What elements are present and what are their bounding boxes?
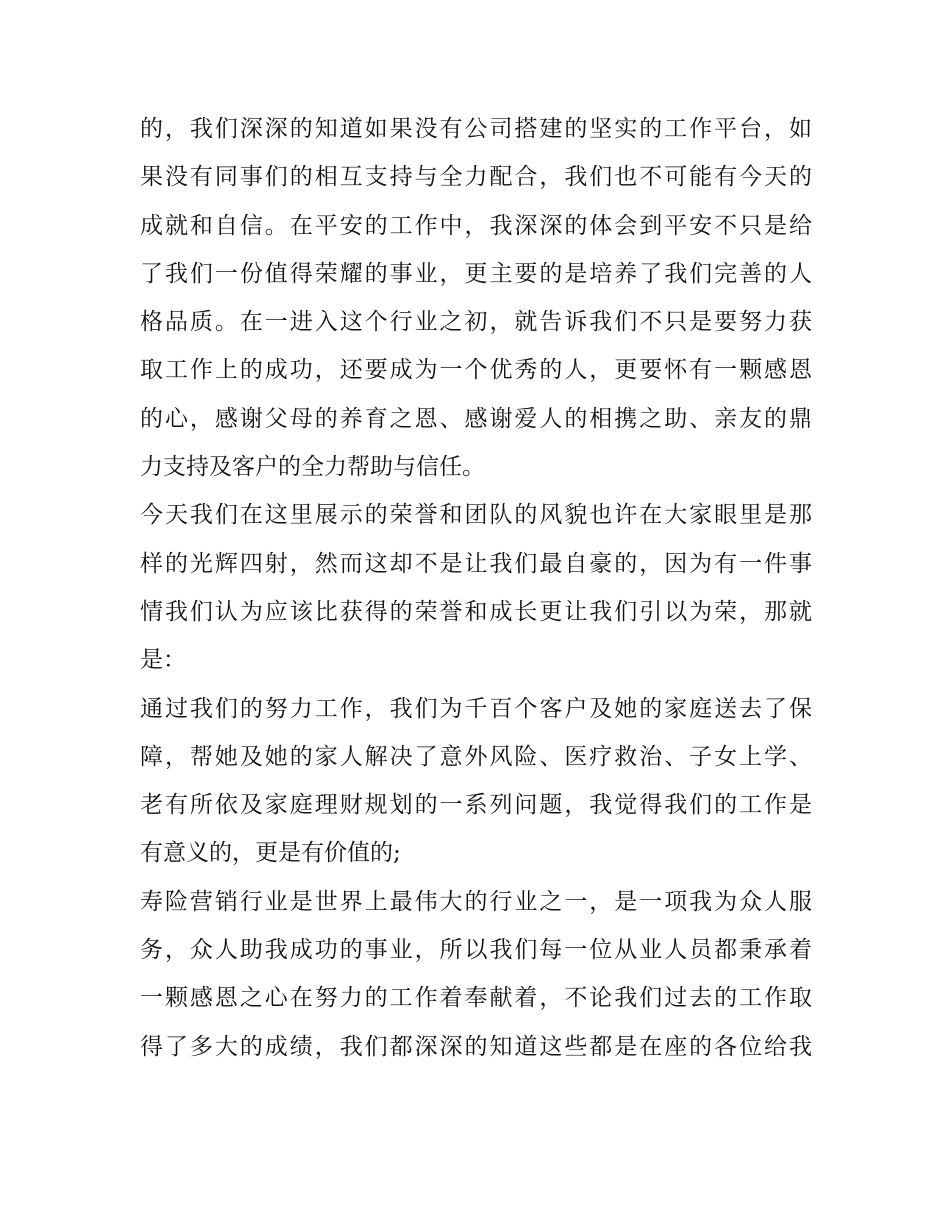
text-line: 有意义的，更是有价值的; — [140, 840, 401, 867]
text-line: 的，我们深深的知道如果没有公司搭建的坚实的工作平台，如 — [140, 116, 812, 142]
text-line: 务，众人助我成功的事业，所以我们每一位从业人员都秉承着 — [140, 937, 812, 964]
text-line: 果没有同事们的相互支持与全力配合，我们也不可能有今天的 — [140, 164, 812, 191]
text-line: 了我们一份值得荣耀的事业，更主要的是培养了我们完善的人 — [140, 260, 812, 287]
text-line: 格品质。在一进入这个行业之初，就告诉我们不只是要努力获 — [140, 309, 812, 336]
text-line: 的心，感谢父母的养育之恩、感谢爱人的相携之助、亲友的鼎 — [140, 405, 812, 432]
text-line: 寿险营销行业是世界上最伟大的行业之一，是一项我为众人服 — [140, 888, 812, 915]
body-text — [140, 105, 812, 1071]
text-line: 一颗感恩之心在努力的工作着奉献着，不论我们过去的工作取 — [140, 985, 812, 1012]
text-line: 取工作上的成功，还要成为一个优秀的人，更要怀有一颗感恩 — [140, 357, 812, 384]
text-line: 成就和自信。在平安的工作中，我深深的体会到平安不只是给 — [140, 212, 812, 239]
text-line: 是： — [140, 647, 186, 674]
text-line: 通过我们的努力工作，我们为千百个客户及她的家庭送去了保 — [140, 695, 812, 722]
text-line: 老有所依及家庭理财规划的一系列问题，我觉得我们的工作是 — [140, 792, 812, 819]
text-line: 样的光辉四射，然而这却不是让我们最自豪的，因为有一件事 — [140, 550, 812, 577]
text-line: 障，帮她及她的家人解决了意外风险、医疗救治、子女上学、 — [140, 743, 812, 770]
text-line: 情我们认为应该比获得的荣誉和成长更让我们引以为荣，那就 — [140, 598, 812, 625]
text-line: 得了多大的成绩，我们都深深的知道这些都是在座的各位给我 — [140, 1033, 812, 1060]
text-line: 力支持及客户的全力帮助与信任。 — [140, 454, 485, 481]
text-line: 今天我们在这里展示的荣誉和团队的风貌也许在大家眼里是那 — [140, 502, 812, 529]
